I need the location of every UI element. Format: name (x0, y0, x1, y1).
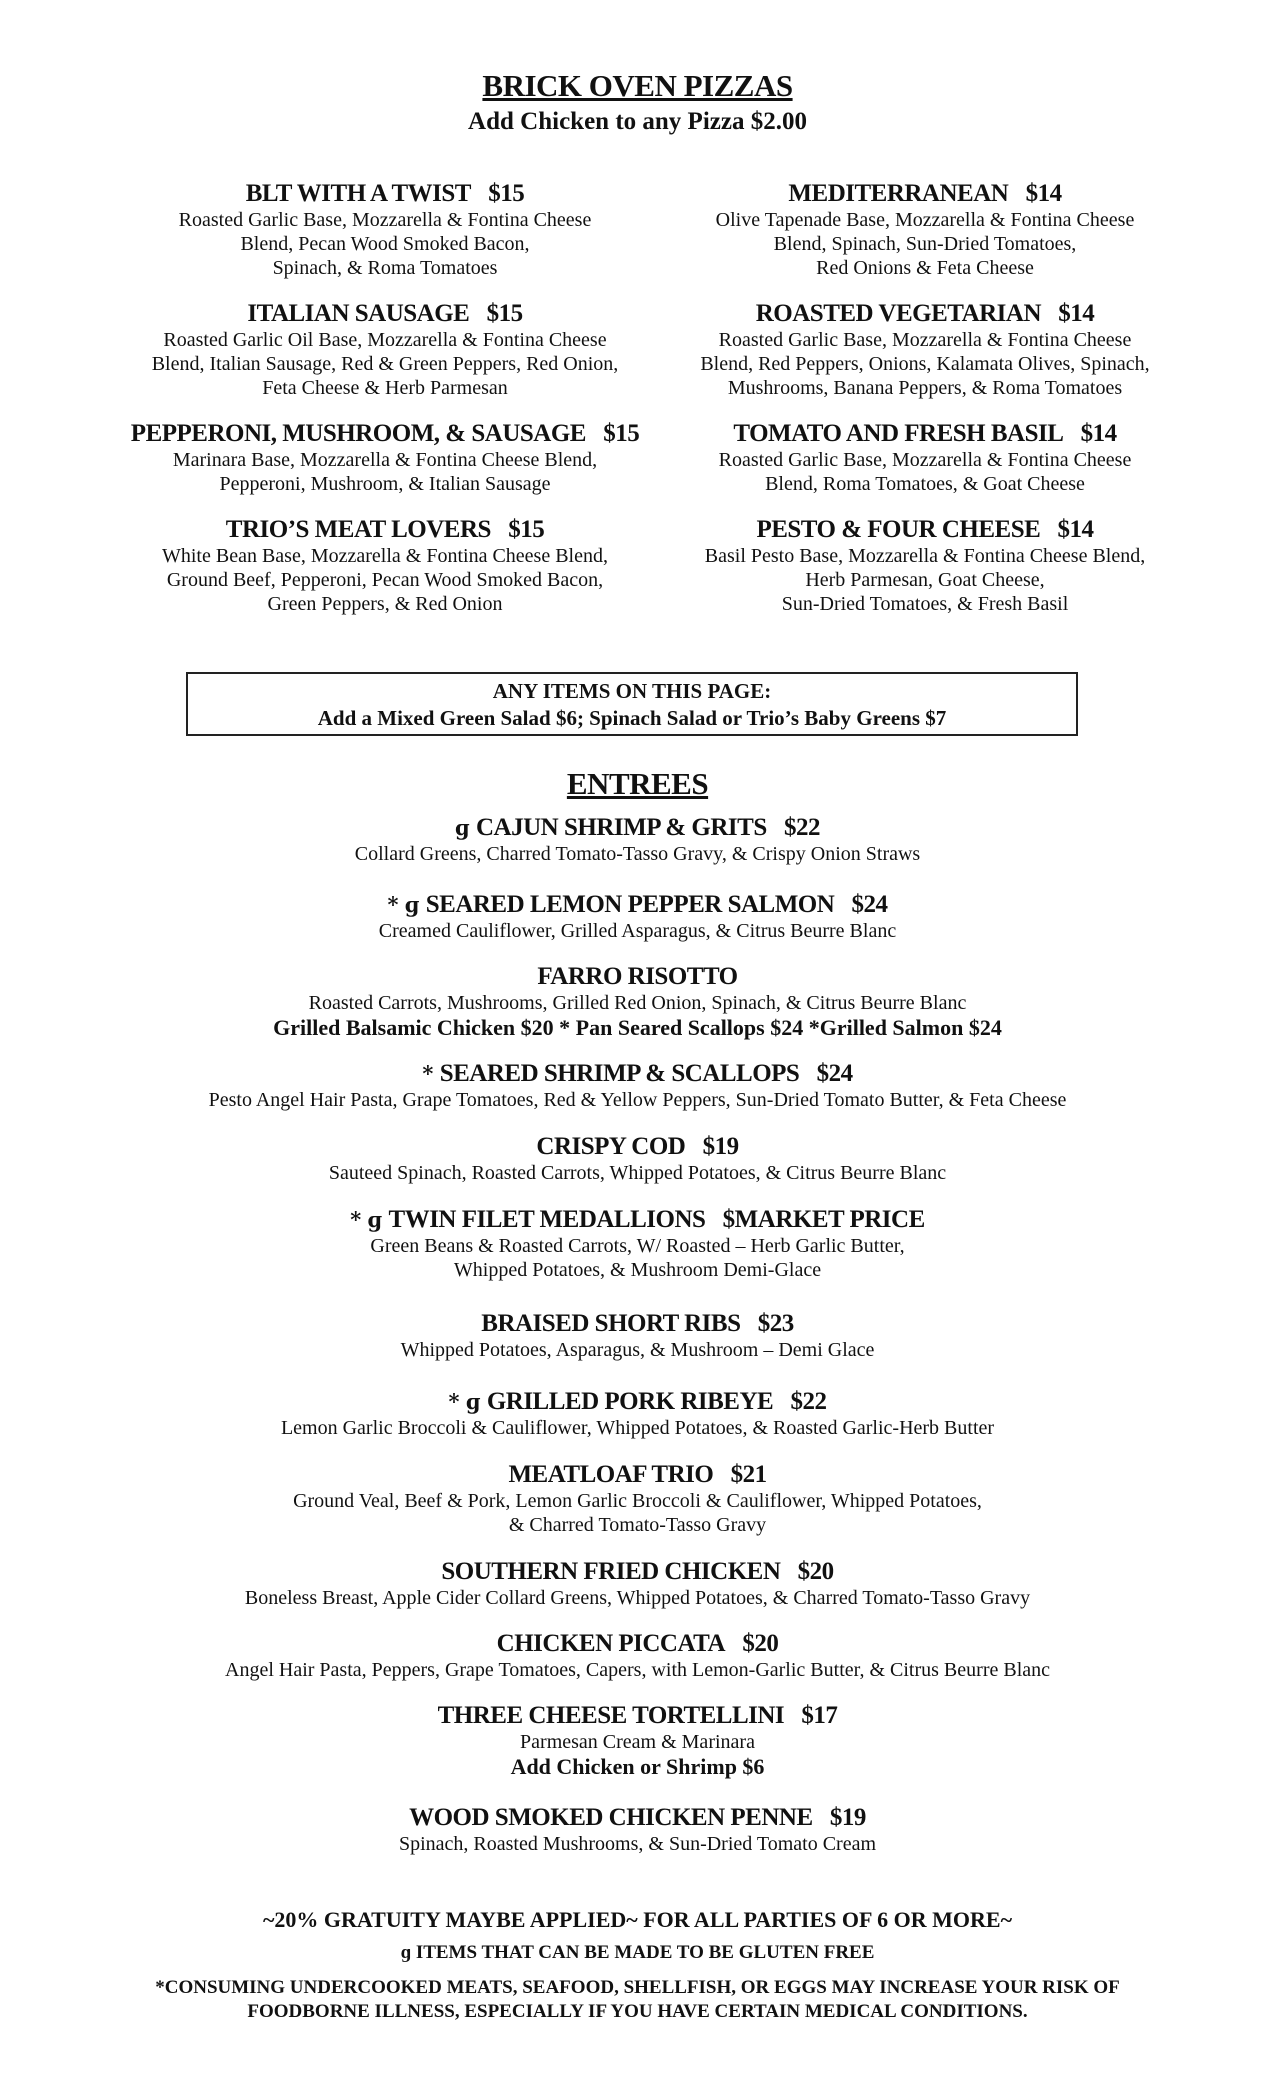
entree-desc: Parmesan Cream & Marinara (520, 1731, 755, 1753)
entree-item (80, 1461, 1195, 1537)
entree-desc: Roasted Carrots, Mushrooms, Grilled Red Onion, Spinach, & Citrus Beurre Blanc (308, 992, 967, 1014)
pizza-item (645, 180, 1205, 280)
notice-line-1: ANY ITEMS ON THIS PAGE: (492, 679, 772, 703)
entree-name: * ɡ GRILLED PORK RIBEYE $22 (448, 1388, 827, 1415)
entree-desc: Sauteed Spinach, Roasted Carrots, Whipped Potatoes, & Citrus Beurre Blanc (328, 1162, 947, 1184)
pizza-desc: Blend, Roma Tomatoes, & Goat Cheese (765, 473, 1085, 495)
pizza-desc: Green Peppers, & Red Onion (267, 593, 503, 615)
entree-name: SOUTHERN FRIED CHICKEN $20 (441, 1558, 834, 1585)
entree-desc: Collard Greens, Charred Tomato-Tasso Gravy, & Crispy Onion Straws (354, 843, 921, 865)
entree-name: FARRO RISOTTO (537, 963, 738, 990)
pizza-item (105, 420, 665, 496)
entree-name: * SEARED SHRIMP & SCALLOPS $24 (422, 1060, 853, 1087)
warning-line-2: FOODBORNE ILLNESS, ESPECIALLY IF YOU HAVE CERTAIN MEDICAL CONDITIONS. (247, 2001, 1028, 2022)
entree-add-on: Add Chicken or Shrimp $6 (510, 1754, 765, 1779)
notice-line-2: Add a Mixed Green Salad $6; Spinach Salad or Trio’s Baby Greens $7 (317, 706, 947, 730)
pizza-desc: Blend, Red Peppers, Onions, Kalamata Olives, Spinach, (700, 353, 1150, 375)
entree-name: CRISPY COD $19 (536, 1133, 739, 1160)
entree-name: THREE CHEESE TORTELLINI $17 (437, 1702, 838, 1729)
pizza-desc: Roasted Garlic Base, Mozzarella & Fontina Cheese (718, 449, 1132, 471)
entree-item (80, 1804, 1195, 1856)
gluten-free-legend: ɡ ITEMS THAT CAN BE MADE TO BE GLUTEN FREE (400, 1942, 875, 1963)
entree-desc: Pesto Angel Hair Pasta, Grape Tomatoes, Red & Yellow Peppers, Sun-Dried Tomato Butter, & Feta Cheese (208, 1089, 1067, 1111)
entree-item (80, 1060, 1195, 1112)
entree-desc: Creamed Cauliflower, Grilled Asparagus, & Citrus Beurre Blanc (378, 920, 897, 942)
consumption-warning (60, 1976, 1215, 2024)
pizza-desc: Olive Tapenade Base, Mozzarella & Fontina Cheese (715, 209, 1135, 231)
entrees-title: ENTREES (566, 766, 709, 801)
entree-desc: Boneless Breast, Apple Cider Collard Greens, Whipped Potatoes, & Charred Tomato-Tasso Gravy (244, 1587, 1031, 1609)
pizza-desc: Red Onions & Feta Cheese (816, 257, 1034, 279)
pizza-name: TRIO’S MEAT LOVERS $15 (225, 516, 545, 543)
pizzas-title: BRICK OVEN PIZZAS (482, 68, 793, 103)
pizza-desc: Roasted Garlic Oil Base, Mozzarella & Fontina Cheese (163, 329, 607, 351)
entree-add-on: Grilled Balsamic Chicken $20 * Pan Seared Scallops $24 *Grilled Salmon $24 (273, 1015, 1002, 1040)
pizza-desc: Spinach, & Roma Tomatoes (272, 257, 498, 279)
pizza-name: PEPPERONI, MUSHROOM, & SAUSAGE $15 (130, 420, 640, 447)
pizza-desc: Blend, Pecan Wood Smoked Bacon, (240, 233, 530, 255)
pizza-desc: Blend, Italian Sausage, Red & Green Peppers, Red Onion, (151, 353, 619, 375)
warning-line-1: *CONSUMING UNDERCOOKED MEATS, SEAFOOD, SHELLFISH, OR EGGS MAY INCREASE YOUR RISK OF (155, 1977, 1120, 1998)
entree-item (80, 891, 1195, 943)
entree-desc: Green Beans & Roasted Carrots, W/ Roasted – Herb Garlic Butter, (370, 1235, 905, 1257)
entree-item (80, 1206, 1195, 1282)
entree-name: CHICKEN PICCATA $20 (496, 1630, 779, 1657)
entree-name: BRAISED SHORT RIBS $23 (481, 1310, 794, 1337)
entree-name: ɡ CAJUN SHRIMP & GRITS $22 (455, 814, 820, 841)
pizza-item (645, 516, 1205, 616)
entree-desc: Angel Hair Pasta, Peppers, Grape Tomatoes, Capers, with Lemon-Garlic Butter, & Citrus Beurre Blanc (225, 1659, 1050, 1681)
entree-desc: Whipped Potatoes, Asparagus, & Mushroom – Demi Glace (400, 1339, 875, 1361)
entree-item (80, 1558, 1195, 1610)
entree-name: MEATLOAF TRIO $21 (508, 1461, 767, 1488)
entree-item (80, 1702, 1195, 1780)
pizza-item (105, 516, 665, 616)
entree-item (80, 1133, 1195, 1185)
pizza-desc: Roasted Garlic Base, Mozzarella & Fontina Cheese (178, 209, 592, 231)
entree-desc: Whipped Potatoes, & Mushroom Demi-Glace (453, 1259, 822, 1281)
pizza-desc: Blend, Spinach, Sun-Dried Tomatoes, (773, 233, 1077, 255)
entree-name: * ɡ TWIN FILET MEDALLIONS $MARKET PRICE (350, 1206, 925, 1233)
gratuity-notice: ~20% GRATUITY MAYBE APPLIED~ FOR ALL PARTIES OF 6 OR MORE~ (262, 1907, 1013, 1932)
pizza-item (105, 180, 665, 280)
pizzas-subtitle: Add Chicken to any Pizza $2.00 (468, 108, 807, 135)
pizza-name: BLT WITH A TWIST $15 (245, 180, 525, 207)
pizza-item (645, 300, 1205, 400)
entree-item (80, 1388, 1195, 1440)
pizza-desc: Ground Beef, Pepperoni, Pecan Wood Smoked Bacon, (166, 569, 604, 591)
pizza-desc: White Bean Base, Mozzarella & Fontina Cheese Blend, (162, 545, 608, 567)
entree-item (80, 814, 1195, 866)
entree-desc: Lemon Garlic Broccoli & Cauliflower, Whipped Potatoes, & Roasted Garlic-Herb Butter (280, 1417, 995, 1439)
pizza-name: TOMATO AND FRESH BASIL $14 (733, 420, 1117, 447)
pizza-item (645, 420, 1205, 496)
entree-desc: Ground Veal, Beef & Pork, Lemon Garlic Broccoli & Cauliflower, Whipped Potatoes, (293, 1490, 982, 1512)
entree-item (80, 963, 1195, 1041)
pizza-desc: Marinara Base, Mozzarella & Fontina Cheese Blend, (172, 449, 598, 471)
entree-desc: Spinach, Roasted Mushrooms, & Sun-Dried Tomato Cream (398, 1833, 877, 1855)
entree-name: * ɡ SEARED LEMON PEPPER SALMON $24 (387, 891, 888, 918)
pizza-desc: Basil Pesto Base, Mozzarella & Fontina Cheese Blend, (704, 545, 1146, 567)
pizza-desc: Feta Cheese & Herb Parmesan (262, 377, 508, 399)
pizza-desc: Pepperoni, Mushroom, & Italian Sausage (219, 473, 551, 495)
entree-item (80, 1310, 1195, 1362)
pizza-name: ROASTED VEGETARIAN $14 (755, 300, 1095, 327)
pizza-name: PESTO & FOUR CHEESE $14 (756, 516, 1094, 543)
entree-name: WOOD SMOKED CHICKEN PENNE $19 (409, 1804, 866, 1831)
pizza-name: ITALIAN SAUSAGE $15 (247, 300, 523, 327)
pizza-desc: Roasted Garlic Base, Mozzarella & Fontina Cheese (718, 329, 1132, 351)
pizza-desc: Herb Parmesan, Goat Cheese, (805, 569, 1045, 591)
pizza-desc: Sun-Dried Tomatoes, & Fresh Basil (781, 593, 1069, 615)
pizza-name: MEDITERRANEAN $14 (788, 180, 1062, 207)
salad-notice-box (186, 672, 1078, 736)
pizza-desc: Mushrooms, Banana Peppers, & Roma Tomatoes (727, 377, 1123, 399)
entree-item (80, 1630, 1195, 1682)
entree-desc: & Charred Tomato-Tasso Gravy (508, 1514, 767, 1536)
pizza-item (105, 300, 665, 400)
